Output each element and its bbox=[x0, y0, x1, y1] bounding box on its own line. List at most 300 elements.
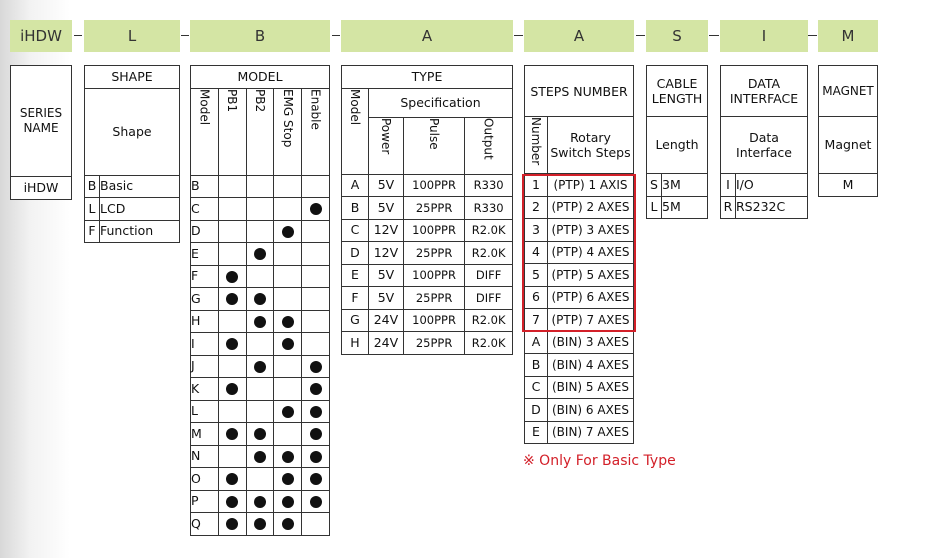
model-emg-cell bbox=[274, 445, 302, 468]
model-emg-cell bbox=[274, 265, 302, 288]
steps-table bbox=[524, 65, 634, 444]
header-interface bbox=[720, 20, 808, 52]
type-pulse-cell: 25PPR bbox=[403, 332, 464, 355]
model-col-header bbox=[218, 88, 246, 175]
model-pb2-cell bbox=[246, 333, 274, 356]
model-en-cell bbox=[302, 175, 330, 198]
model-row bbox=[191, 513, 330, 536]
model-col-header bbox=[191, 88, 219, 175]
header-type-label: A bbox=[421, 27, 433, 45]
filled-dot-icon bbox=[226, 293, 238, 305]
model-pb1-cell bbox=[218, 355, 246, 378]
model-pb2-cell bbox=[246, 310, 274, 333]
model-col-label: PB2 bbox=[252, 88, 267, 112]
steps-label: (PTP) 6 AXES bbox=[548, 286, 634, 309]
steps-code: 7 bbox=[525, 309, 548, 332]
filled-dot-icon bbox=[310, 361, 322, 373]
model-pb2-cell bbox=[246, 288, 274, 311]
model-emg-cell bbox=[274, 175, 302, 198]
type-power-cell: 5V bbox=[369, 264, 404, 287]
type-row bbox=[342, 197, 513, 220]
steps-code: A bbox=[525, 331, 548, 354]
series-value: iHDW bbox=[11, 177, 72, 200]
steps-label: (PTP) 3 AXES bbox=[548, 219, 634, 242]
filled-dot-icon bbox=[254, 361, 266, 373]
type-row bbox=[342, 287, 513, 310]
model-code: O bbox=[191, 468, 219, 491]
type-pulse-cell: 100PPR bbox=[403, 309, 464, 332]
model-emg-cell bbox=[274, 468, 302, 491]
type-row bbox=[342, 219, 513, 242]
cable-sub: Length bbox=[647, 117, 708, 174]
model-emg-cell bbox=[274, 490, 302, 513]
steps-row bbox=[525, 331, 634, 354]
filled-dot-icon bbox=[226, 271, 238, 283]
header-series bbox=[10, 20, 72, 52]
magnet-sub: Magnet bbox=[819, 117, 878, 174]
series-table bbox=[10, 65, 72, 200]
interface-row bbox=[721, 174, 808, 197]
model-pb1-cell bbox=[218, 288, 246, 311]
steps-label: (PTP) 1 AXIS bbox=[548, 174, 634, 197]
model-en-cell bbox=[302, 333, 330, 356]
model-row bbox=[191, 468, 330, 491]
basic-type-note: ※ Only For Basic Type bbox=[523, 453, 676, 469]
model-row bbox=[191, 198, 330, 221]
magnet-value: M bbox=[819, 174, 878, 197]
type-col-label: Power bbox=[378, 117, 393, 154]
model-col-label: EMG Stop bbox=[280, 88, 295, 147]
filled-dot-icon bbox=[254, 248, 266, 260]
model-col-label: Model bbox=[197, 88, 212, 125]
model-pb2-cell bbox=[246, 198, 274, 221]
model-emg-cell bbox=[274, 423, 302, 446]
shape-code: L bbox=[85, 198, 100, 221]
model-en-cell bbox=[302, 198, 330, 221]
steps-code: 5 bbox=[525, 264, 548, 287]
filled-dot-icon bbox=[310, 473, 322, 485]
model-en-cell bbox=[302, 400, 330, 423]
type-col-header bbox=[369, 117, 404, 174]
type-code-cell: C bbox=[342, 219, 369, 242]
steps-row bbox=[525, 219, 634, 242]
model-title: MODEL bbox=[191, 66, 330, 89]
type-output-cell: R330 bbox=[465, 174, 513, 197]
model-emg-cell bbox=[274, 243, 302, 266]
filled-dot-icon bbox=[226, 428, 238, 440]
model-pb1-cell bbox=[218, 243, 246, 266]
model-row bbox=[191, 288, 330, 311]
steps-label: (PTP) 7 AXES bbox=[548, 309, 634, 332]
type-power-cell: 5V bbox=[369, 174, 404, 197]
model-emg-cell bbox=[274, 310, 302, 333]
separator-dash bbox=[332, 35, 340, 36]
filled-dot-icon bbox=[226, 518, 238, 530]
type-col-header bbox=[465, 117, 513, 174]
header-cable-label: S bbox=[672, 27, 682, 45]
filled-dot-icon bbox=[282, 338, 294, 350]
model-col-header bbox=[274, 88, 302, 175]
type-power-cell: 5V bbox=[369, 287, 404, 310]
type-col-label: Pulse bbox=[427, 117, 442, 150]
header-magnet bbox=[818, 20, 878, 52]
model-row bbox=[191, 243, 330, 266]
shape-code: B bbox=[85, 175, 100, 198]
interface-label: I/O bbox=[736, 174, 808, 197]
model-col-label: PB1 bbox=[225, 88, 240, 112]
type-row bbox=[342, 242, 513, 265]
type-output-cell: R330 bbox=[465, 197, 513, 220]
magnet-table bbox=[818, 65, 878, 197]
model-en-cell bbox=[302, 378, 330, 401]
model-row bbox=[191, 490, 330, 513]
type-row bbox=[342, 174, 513, 197]
interface-table bbox=[720, 65, 808, 219]
type-title: TYPE bbox=[342, 66, 513, 89]
model-en-cell bbox=[302, 445, 330, 468]
steps-rotary-col: Rotary Switch Steps bbox=[548, 117, 634, 174]
type-code-cell: A bbox=[342, 174, 369, 197]
model-col-header bbox=[302, 88, 330, 175]
model-emg-cell bbox=[274, 378, 302, 401]
separator-dash bbox=[514, 35, 523, 36]
separator-dash bbox=[808, 35, 817, 36]
model-row bbox=[191, 220, 330, 243]
header-series-label: iHDW bbox=[20, 27, 62, 45]
filled-dot-icon bbox=[310, 383, 322, 395]
shape-code: F bbox=[85, 220, 100, 243]
type-power-cell: 24V bbox=[369, 309, 404, 332]
model-code: F bbox=[191, 265, 219, 288]
steps-row bbox=[525, 286, 634, 309]
model-pb2-cell bbox=[246, 265, 274, 288]
filled-dot-icon bbox=[282, 496, 294, 508]
filled-dot-icon bbox=[254, 428, 266, 440]
model-row bbox=[191, 333, 330, 356]
filled-dot-icon bbox=[310, 451, 322, 463]
model-emg-cell bbox=[274, 400, 302, 423]
cable-rows bbox=[647, 174, 708, 219]
steps-row bbox=[525, 241, 634, 264]
filled-dot-icon bbox=[310, 496, 322, 508]
steps-code: C bbox=[525, 376, 548, 399]
steps-code: D bbox=[525, 399, 548, 422]
header-model bbox=[190, 20, 330, 52]
model-emg-cell bbox=[274, 513, 302, 536]
model-row bbox=[191, 265, 330, 288]
shape-label: Function bbox=[100, 220, 180, 243]
steps-code: 2 bbox=[525, 196, 548, 219]
steps-label: (PTP) 5 AXES bbox=[548, 264, 634, 287]
model-pb1-cell bbox=[218, 265, 246, 288]
type-code-cell: H bbox=[342, 332, 369, 355]
model-code: B bbox=[191, 175, 219, 198]
cable-row bbox=[647, 196, 708, 219]
filled-dot-icon bbox=[254, 518, 266, 530]
model-code: D bbox=[191, 220, 219, 243]
model-emg-cell bbox=[274, 288, 302, 311]
model-en-cell bbox=[302, 243, 330, 266]
model-code: Q bbox=[191, 513, 219, 536]
model-code: M bbox=[191, 423, 219, 446]
model-en-cell bbox=[302, 423, 330, 446]
model-en-cell bbox=[302, 355, 330, 378]
filled-dot-icon bbox=[254, 293, 266, 305]
interface-sub: Data Interface bbox=[721, 117, 808, 174]
type-code-cell: G bbox=[342, 309, 369, 332]
filled-dot-icon bbox=[282, 316, 294, 328]
interface-row bbox=[721, 196, 808, 219]
steps-row bbox=[525, 399, 634, 422]
steps-code: 3 bbox=[525, 219, 548, 242]
model-code: J bbox=[191, 355, 219, 378]
steps-code: B bbox=[525, 354, 548, 377]
cable-row bbox=[647, 174, 708, 197]
type-col-header bbox=[403, 117, 464, 174]
type-spec: Specification bbox=[369, 88, 513, 117]
model-pb2-cell bbox=[246, 490, 274, 513]
model-pb2-cell bbox=[246, 445, 274, 468]
filled-dot-icon bbox=[254, 451, 266, 463]
shape-rows bbox=[85, 175, 180, 243]
shape-title: SHAPE bbox=[85, 66, 180, 89]
cable-label: 5M bbox=[662, 196, 708, 219]
filled-dot-icon bbox=[282, 226, 294, 238]
filled-dot-icon bbox=[254, 316, 266, 328]
separator-dash bbox=[709, 35, 719, 36]
model-code: E bbox=[191, 243, 219, 266]
header-type bbox=[341, 20, 513, 52]
header-cable bbox=[646, 20, 708, 52]
interface-code: I bbox=[721, 174, 736, 197]
header-shape bbox=[84, 20, 180, 52]
model-pb1-cell bbox=[218, 445, 246, 468]
model-rows bbox=[191, 175, 330, 535]
cable-label: 3M bbox=[662, 174, 708, 197]
type-output-cell: R2.0K bbox=[465, 219, 513, 242]
steps-label: (BIN) 4 AXES bbox=[548, 354, 634, 377]
filled-dot-icon bbox=[310, 428, 322, 440]
model-code: L bbox=[191, 400, 219, 423]
type-power-cell: 24V bbox=[369, 332, 404, 355]
shape-label: Basic bbox=[100, 175, 180, 198]
filled-dot-icon bbox=[282, 518, 294, 530]
model-code: N bbox=[191, 445, 219, 468]
model-code: C bbox=[191, 198, 219, 221]
type-output-cell: R2.0K bbox=[465, 309, 513, 332]
header-model-label: B bbox=[254, 27, 266, 45]
shape-sub: Shape bbox=[85, 88, 180, 175]
type-col-label: Output bbox=[481, 117, 496, 160]
type-row bbox=[342, 264, 513, 287]
type-pulse-cell: 25PPR bbox=[403, 197, 464, 220]
interface-rows bbox=[721, 174, 808, 219]
type-code-cell: F bbox=[342, 287, 369, 310]
model-pb2-cell bbox=[246, 220, 274, 243]
filled-dot-icon bbox=[310, 406, 322, 418]
type-rows bbox=[342, 174, 513, 354]
filled-dot-icon bbox=[226, 383, 238, 395]
type-pulse-cell: 100PPR bbox=[403, 264, 464, 287]
type-power-cell: 12V bbox=[369, 219, 404, 242]
type-code-cell: D bbox=[342, 242, 369, 265]
shape-label: LCD bbox=[100, 198, 180, 221]
model-pb1-cell bbox=[218, 220, 246, 243]
header-steps-label: A bbox=[573, 27, 585, 45]
cable-code: L bbox=[647, 196, 662, 219]
model-pb1-cell bbox=[218, 198, 246, 221]
type-pulse-cell: 100PPR bbox=[403, 174, 464, 197]
type-output-cell: R2.0K bbox=[465, 332, 513, 355]
model-pb1-cell bbox=[218, 513, 246, 536]
model-table bbox=[190, 65, 330, 536]
steps-code: 6 bbox=[525, 286, 548, 309]
type-output-cell: DIFF bbox=[465, 264, 513, 287]
model-pb1-cell bbox=[218, 468, 246, 491]
model-pb1-cell bbox=[218, 310, 246, 333]
model-code: G bbox=[191, 288, 219, 311]
filled-dot-icon bbox=[254, 496, 266, 508]
model-code: K bbox=[191, 378, 219, 401]
model-en-cell bbox=[302, 310, 330, 333]
type-power-cell: 5V bbox=[369, 197, 404, 220]
cable-code: S bbox=[647, 174, 662, 197]
model-pb2-cell bbox=[246, 378, 274, 401]
filled-dot-icon bbox=[226, 473, 238, 485]
model-pb1-cell bbox=[218, 423, 246, 446]
steps-number-col-label: Number bbox=[529, 117, 543, 166]
model-row bbox=[191, 310, 330, 333]
model-pb1-cell bbox=[218, 175, 246, 198]
filled-dot-icon bbox=[282, 451, 294, 463]
shape-row bbox=[85, 220, 180, 243]
type-code-cell: E bbox=[342, 264, 369, 287]
steps-code: 4 bbox=[525, 241, 548, 264]
filled-dot-icon bbox=[282, 406, 294, 418]
steps-label: (BIN) 5 AXES bbox=[548, 376, 634, 399]
steps-rows bbox=[525, 174, 634, 444]
steps-code: E bbox=[525, 421, 548, 444]
model-emg-cell bbox=[274, 220, 302, 243]
model-pb2-cell bbox=[246, 355, 274, 378]
model-pb2-cell bbox=[246, 423, 274, 446]
model-row bbox=[191, 355, 330, 378]
magnet-title: MAGNET bbox=[819, 66, 878, 117]
shape-row bbox=[85, 175, 180, 198]
header-shape-label: L bbox=[127, 27, 137, 45]
cable-table bbox=[646, 65, 708, 219]
model-col-headers bbox=[191, 88, 330, 175]
model-en-cell bbox=[302, 220, 330, 243]
separator-dash bbox=[74, 35, 82, 36]
interface-title: DATA INTERFACE bbox=[721, 66, 808, 117]
model-pb2-cell bbox=[246, 400, 274, 423]
model-col-header bbox=[246, 88, 274, 175]
model-en-cell bbox=[302, 513, 330, 536]
separator-dash bbox=[636, 35, 645, 36]
model-row bbox=[191, 175, 330, 198]
steps-label: (BIN) 3 AXES bbox=[548, 331, 634, 354]
model-pb1-cell bbox=[218, 333, 246, 356]
filled-dot-icon bbox=[310, 203, 322, 215]
model-pb2-cell bbox=[246, 243, 274, 266]
model-code: P bbox=[191, 490, 219, 513]
model-code: H bbox=[191, 310, 219, 333]
steps-row bbox=[525, 421, 634, 444]
model-row bbox=[191, 400, 330, 423]
steps-code: 1 bbox=[525, 174, 548, 197]
type-row bbox=[342, 332, 513, 355]
filled-dot-icon bbox=[282, 473, 294, 485]
model-code: I bbox=[191, 333, 219, 356]
steps-row bbox=[525, 354, 634, 377]
model-pb1-cell bbox=[218, 378, 246, 401]
model-en-cell bbox=[302, 490, 330, 513]
type-pulse-cell: 25PPR bbox=[403, 242, 464, 265]
type-output-cell: DIFF bbox=[465, 287, 513, 310]
interface-code: R bbox=[721, 196, 736, 219]
steps-number-col bbox=[525, 117, 548, 174]
series-title: SERIES NAME bbox=[11, 66, 72, 177]
filled-dot-icon bbox=[226, 338, 238, 350]
model-en-cell bbox=[302, 468, 330, 491]
type-pulse-cell: 100PPR bbox=[403, 219, 464, 242]
cable-title: CABLE LENGTH bbox=[647, 66, 708, 117]
type-model-col bbox=[342, 88, 369, 174]
model-row bbox=[191, 423, 330, 446]
type-pulse-cell: 25PPR bbox=[403, 287, 464, 310]
model-pb2-cell bbox=[246, 513, 274, 536]
steps-label: (BIN) 7 AXES bbox=[548, 421, 634, 444]
model-row bbox=[191, 445, 330, 468]
interface-label: RS232C bbox=[736, 196, 808, 219]
header-interface-label: I bbox=[761, 27, 767, 45]
type-table bbox=[341, 65, 513, 355]
steps-row bbox=[525, 376, 634, 399]
steps-row bbox=[525, 264, 634, 287]
steps-label: (BIN) 6 AXES bbox=[548, 399, 634, 422]
steps-row bbox=[525, 174, 634, 197]
model-pb2-cell bbox=[246, 175, 274, 198]
model-pb2-cell bbox=[246, 468, 274, 491]
steps-row bbox=[525, 196, 634, 219]
header-magnet-label: M bbox=[841, 27, 855, 45]
filled-dot-icon bbox=[226, 496, 238, 508]
type-model-col-label: Model bbox=[348, 88, 362, 125]
steps-row bbox=[525, 309, 634, 332]
model-col-label: Enable bbox=[308, 88, 323, 130]
type-output-cell: R2.0K bbox=[465, 242, 513, 265]
steps-title: STEPS NUMBER bbox=[525, 66, 634, 117]
shape-row bbox=[85, 198, 180, 221]
model-row bbox=[191, 378, 330, 401]
separator-dash bbox=[181, 35, 189, 36]
type-code-cell: B bbox=[342, 197, 369, 220]
steps-label: (PTP) 4 AXES bbox=[548, 241, 634, 264]
model-en-cell bbox=[302, 288, 330, 311]
steps-label: (PTP) 2 AXES bbox=[548, 196, 634, 219]
header-steps bbox=[524, 20, 634, 52]
model-pb1-cell bbox=[218, 400, 246, 423]
type-power-cell: 12V bbox=[369, 242, 404, 265]
model-emg-cell bbox=[274, 198, 302, 221]
model-emg-cell bbox=[274, 355, 302, 378]
shape-table bbox=[84, 65, 180, 243]
model-emg-cell bbox=[274, 333, 302, 356]
model-pb1-cell bbox=[218, 490, 246, 513]
type-row bbox=[342, 309, 513, 332]
model-en-cell bbox=[302, 265, 330, 288]
